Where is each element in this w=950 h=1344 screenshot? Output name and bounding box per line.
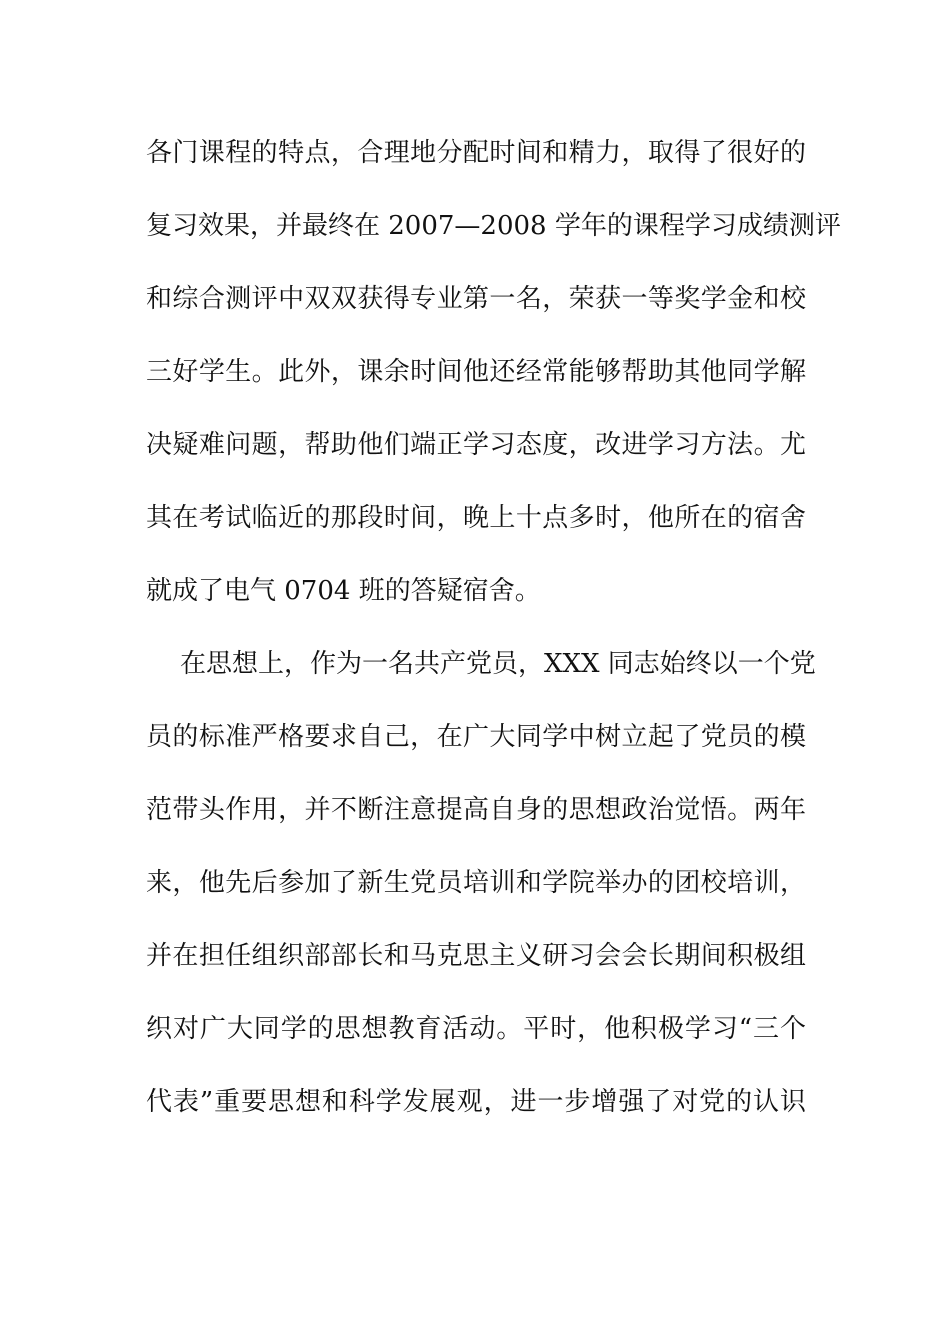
paragraph-line: 在思想上，作为一名共产党员，XXX 同志始终以一个党: [180, 649, 816, 679]
paragraph-line: 决疑难问题，帮助他们端正学习态度，改进学习方法。尤: [146, 430, 806, 460]
document-body: [146, 130, 841, 1152]
paragraph-line: 来，他先后参加了新生党员培训和学院举办的团校培训，: [146, 868, 806, 898]
paragraph-line: 和综合测评中双双获得专业第一名，荣获一等奖学金和校: [146, 284, 806, 314]
paragraph-line: 三好学生。此外，课余时间他还经常能够帮助其他同学解: [146, 357, 806, 387]
paragraph-line: 并在担任组织部部长和马克思主义研习会会长期间积极组: [146, 941, 806, 971]
paragraph-2: [146, 641, 816, 1152]
paragraph-line: 各门课程的特点，合理地分配时间和精力，取得了很好的: [146, 138, 806, 168]
paragraph-line: 代表”重要思想和科学发展观，进一步增强了对党的认识: [146, 1087, 806, 1117]
paragraph-line: 织对广大同学的思想教育活动。平时，他积极学习“三个: [146, 1014, 806, 1044]
paragraph-line: 复习效果，并最终在 2007—2008 学年的课程学习成绩测评: [146, 211, 841, 241]
paragraph-line: 员的标准严格要求自己，在广大同学中树立起了党员的模: [146, 722, 806, 752]
paragraph-line: 其在考试临近的那段时间，晚上十点多时，他所在的宿舍: [146, 503, 806, 533]
paragraph-1: [146, 130, 841, 641]
paragraph-line: 范带头作用，并不断注意提高自身的思想政治觉悟。两年: [146, 795, 806, 825]
paragraph-line: 就成了电气 0704 班的答疑宿舍。: [146, 576, 541, 606]
